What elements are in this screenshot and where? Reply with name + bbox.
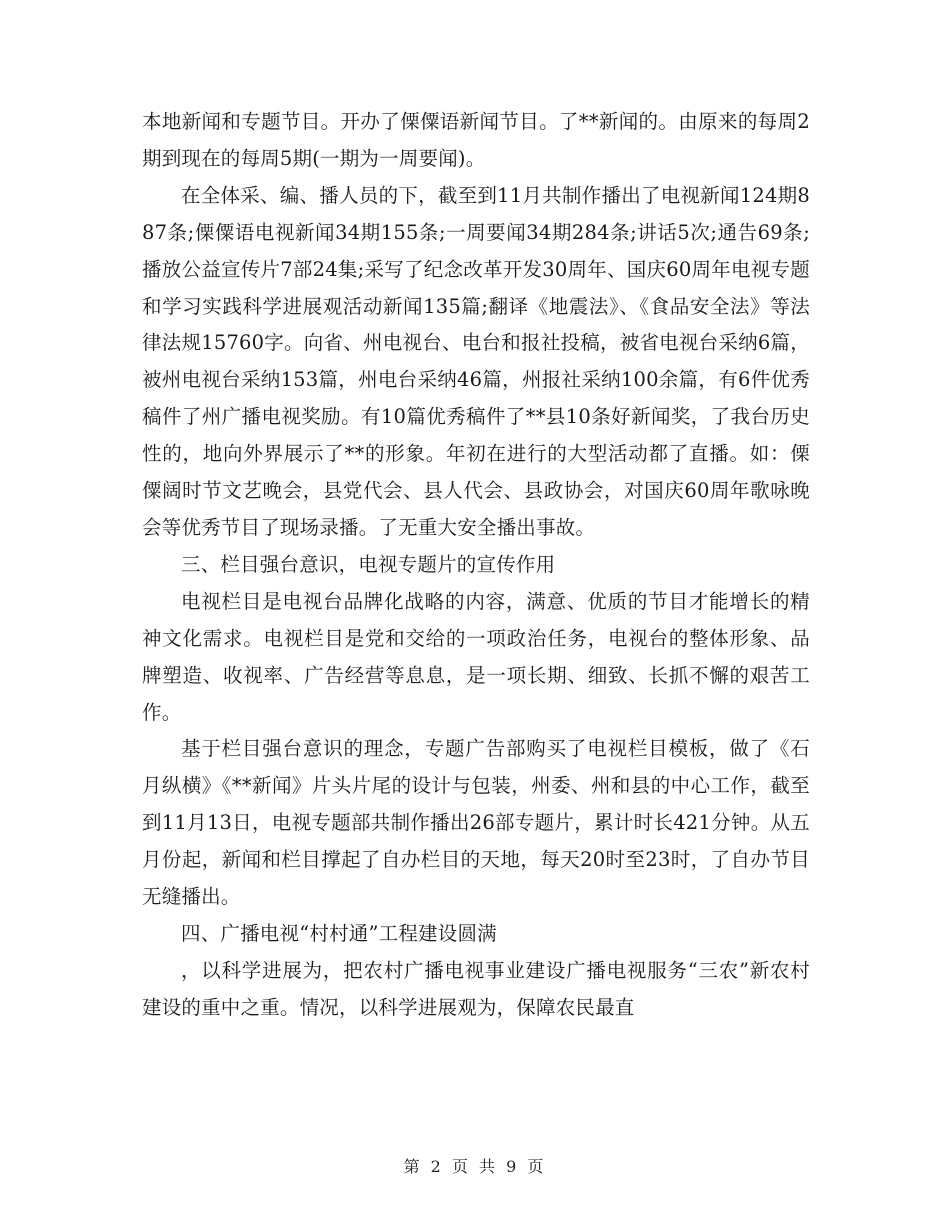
paragraph-column-brand: 电视栏目是电视台品牌化战略的内容，满意、优质的节目才能增长的精神文化需求。电视栏目是党和交给的一项政治任务，电视台的整体形象、品牌塑造、收视率、广告经营等息息，是一项长期、细致、长抓不懈的艰苦工作。	[142, 589, 810, 724]
paragraph-village-project: ，以科学进展为，把农村广播电视事业建设广播电视服务“三农”新农村建设的重中之重。情况，以科学进展观为，保障农民最直	[142, 958, 810, 1019]
paragraph-column-template: 基于栏目强台意识的理念，专题广告部购买了电视栏目模板，做了《石月纵横》《**新闻》片头片尾的设计与包装，州委、州和县的中心工作，截至到11月13日，电视专题部共制作播出26部专题片，累计时长421分钟。从五月份起，新闻和栏目撑起了自办栏目的天地，每天20时至23时，了自办节目无缝播出。	[142, 737, 810, 909]
section-heading-four: 四、广播电视“村村通”工程建设圆满	[181, 921, 497, 945]
paragraph-production-stats: 在全体采、编、播人员的下，截至到11月共制作播出了电视新闻124期887条;傈僳语电视新闻34期155条;一周要闻34期284条;讲话5次;通告69条;播放公益宣传片7部24集;采写了纪念改革开发30周年、国庆60周年电视专题和学习实践科学进展观活动新闻135篇;翻译《地震法》、《食品安全法》等法律法规15760字。向省、州电视台、电台和报社投稿，被省电视台采纳6篇，被州电视台采纳153篇，州电台采纳46篇，州报社采纳100余篇，有6件优秀稿件了州广播电视奖励。有10篇优秀稿件了**县10条好新闻奖，了我台历史性的，地向外界展示了**的形象。年初在进行的大型活动都了直播。如：傈僳阔时节文艺晚会，县党代会、县人代会、县政协会，对国庆60周年歌咏晚会等优秀节目了现场录播。了无重大安全播出事故。	[142, 183, 810, 539]
document-body	[142, 104, 810, 1027]
page-footer: 第 2 页 共 9 页	[403, 1157, 547, 1176]
section-heading-three: 三、栏目强台意识，电视专题片的宣传作用	[181, 552, 556, 576]
paragraph-news-programs: 本地新闻和专题节目。开办了傈僳语新闻节目。了**新闻的。由原来的每周2期到现在的每周5期(一期为一周要闻)。	[142, 110, 810, 170]
